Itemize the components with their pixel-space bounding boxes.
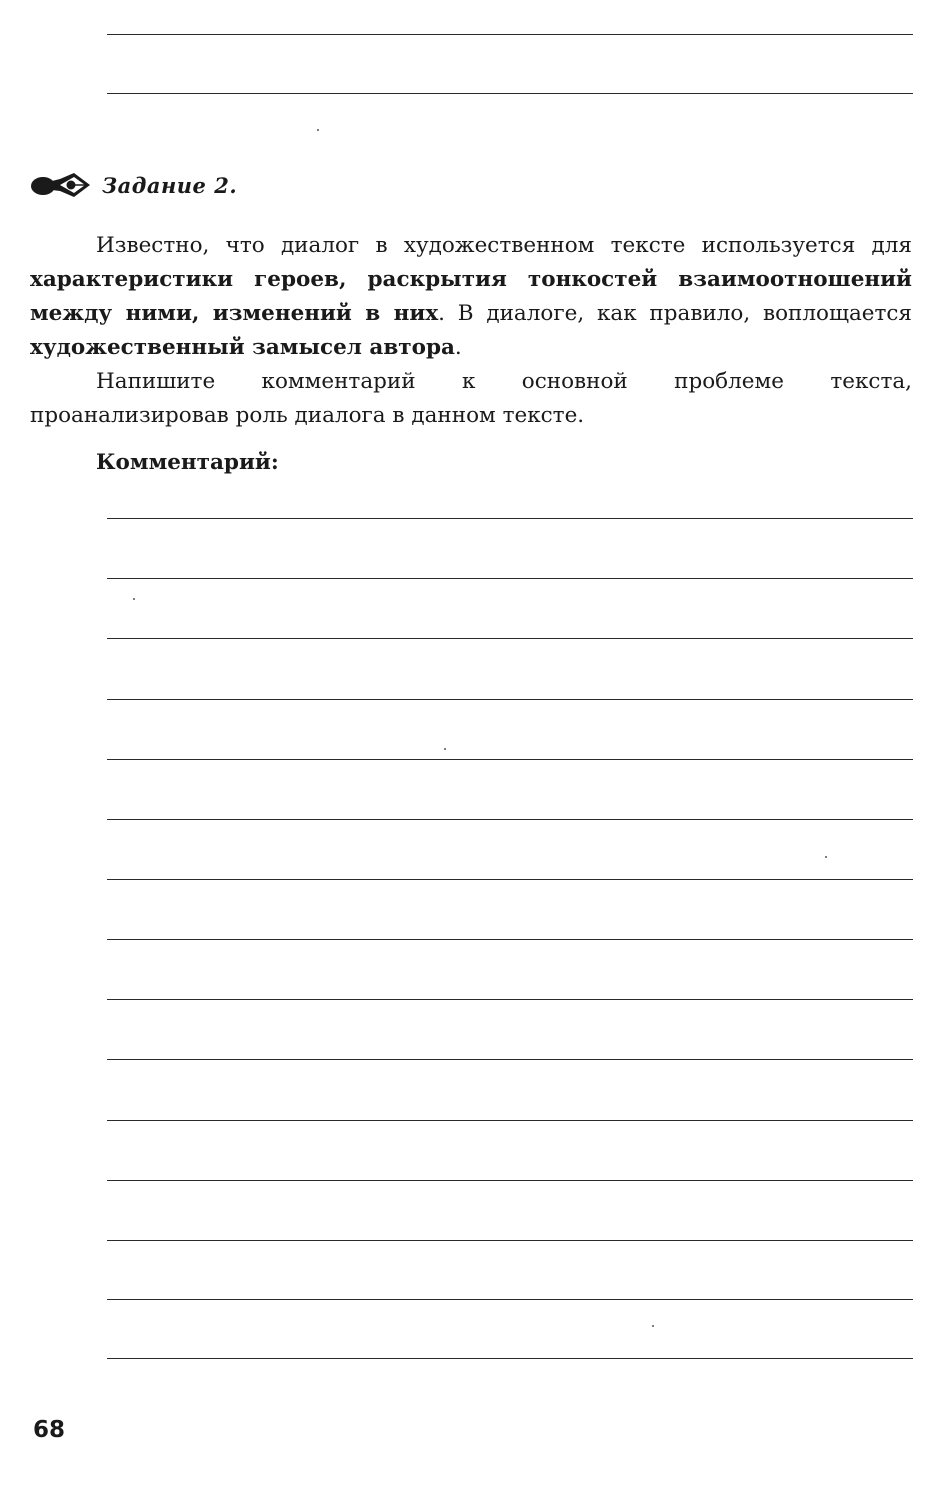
task-title: Задание 2. [102,172,238,198]
answer-line [107,93,913,94]
answer-line[interactable] [107,1059,913,1060]
paragraph-text: . [454,335,462,360]
task-paragraph-1 [30,229,912,365]
paragraph-text: Напишите комментарий к основной проблеме текста, проанализировав роль диалога в данном тексте. [30,369,912,428]
answer-line[interactable] [107,999,913,1000]
answer-line[interactable] [107,1240,913,1241]
scan-speck [652,1325,654,1327]
answer-line[interactable] [107,638,913,639]
task-header [30,168,237,202]
answer-line[interactable] [107,879,913,880]
pen-nib-icon [30,171,92,199]
answer-line[interactable] [107,1299,913,1300]
page-number: 68 [33,1417,66,1443]
comment-label: Комментарий: [96,450,279,475]
paragraph-bold-text: характеристики героев, раскрытия тонкостей взаимоотношений между ними, изменений в них [30,267,912,326]
answer-line[interactable] [107,759,913,760]
answer-line[interactable] [107,1358,913,1359]
task-paragraph-2 [30,365,912,433]
answer-line[interactable] [107,518,913,519]
scan-speck [133,598,135,600]
answer-line[interactable] [107,699,913,700]
scan-speck [444,748,446,750]
scan-speck [825,856,827,858]
paragraph-text: . В диалоге, как правило, воплощается [438,301,912,326]
answer-line[interactable] [107,1120,913,1121]
answer-line[interactable] [107,939,913,940]
paragraph-bold-text: художественный замысел автора [30,335,455,360]
answer-line [107,34,913,35]
answer-line[interactable] [107,819,913,820]
answer-line[interactable] [107,578,913,579]
paragraph-text: Известно, что диалог в художественном тексте используется для [96,233,912,258]
answer-line[interactable] [107,1180,913,1181]
scan-speck [317,129,319,131]
